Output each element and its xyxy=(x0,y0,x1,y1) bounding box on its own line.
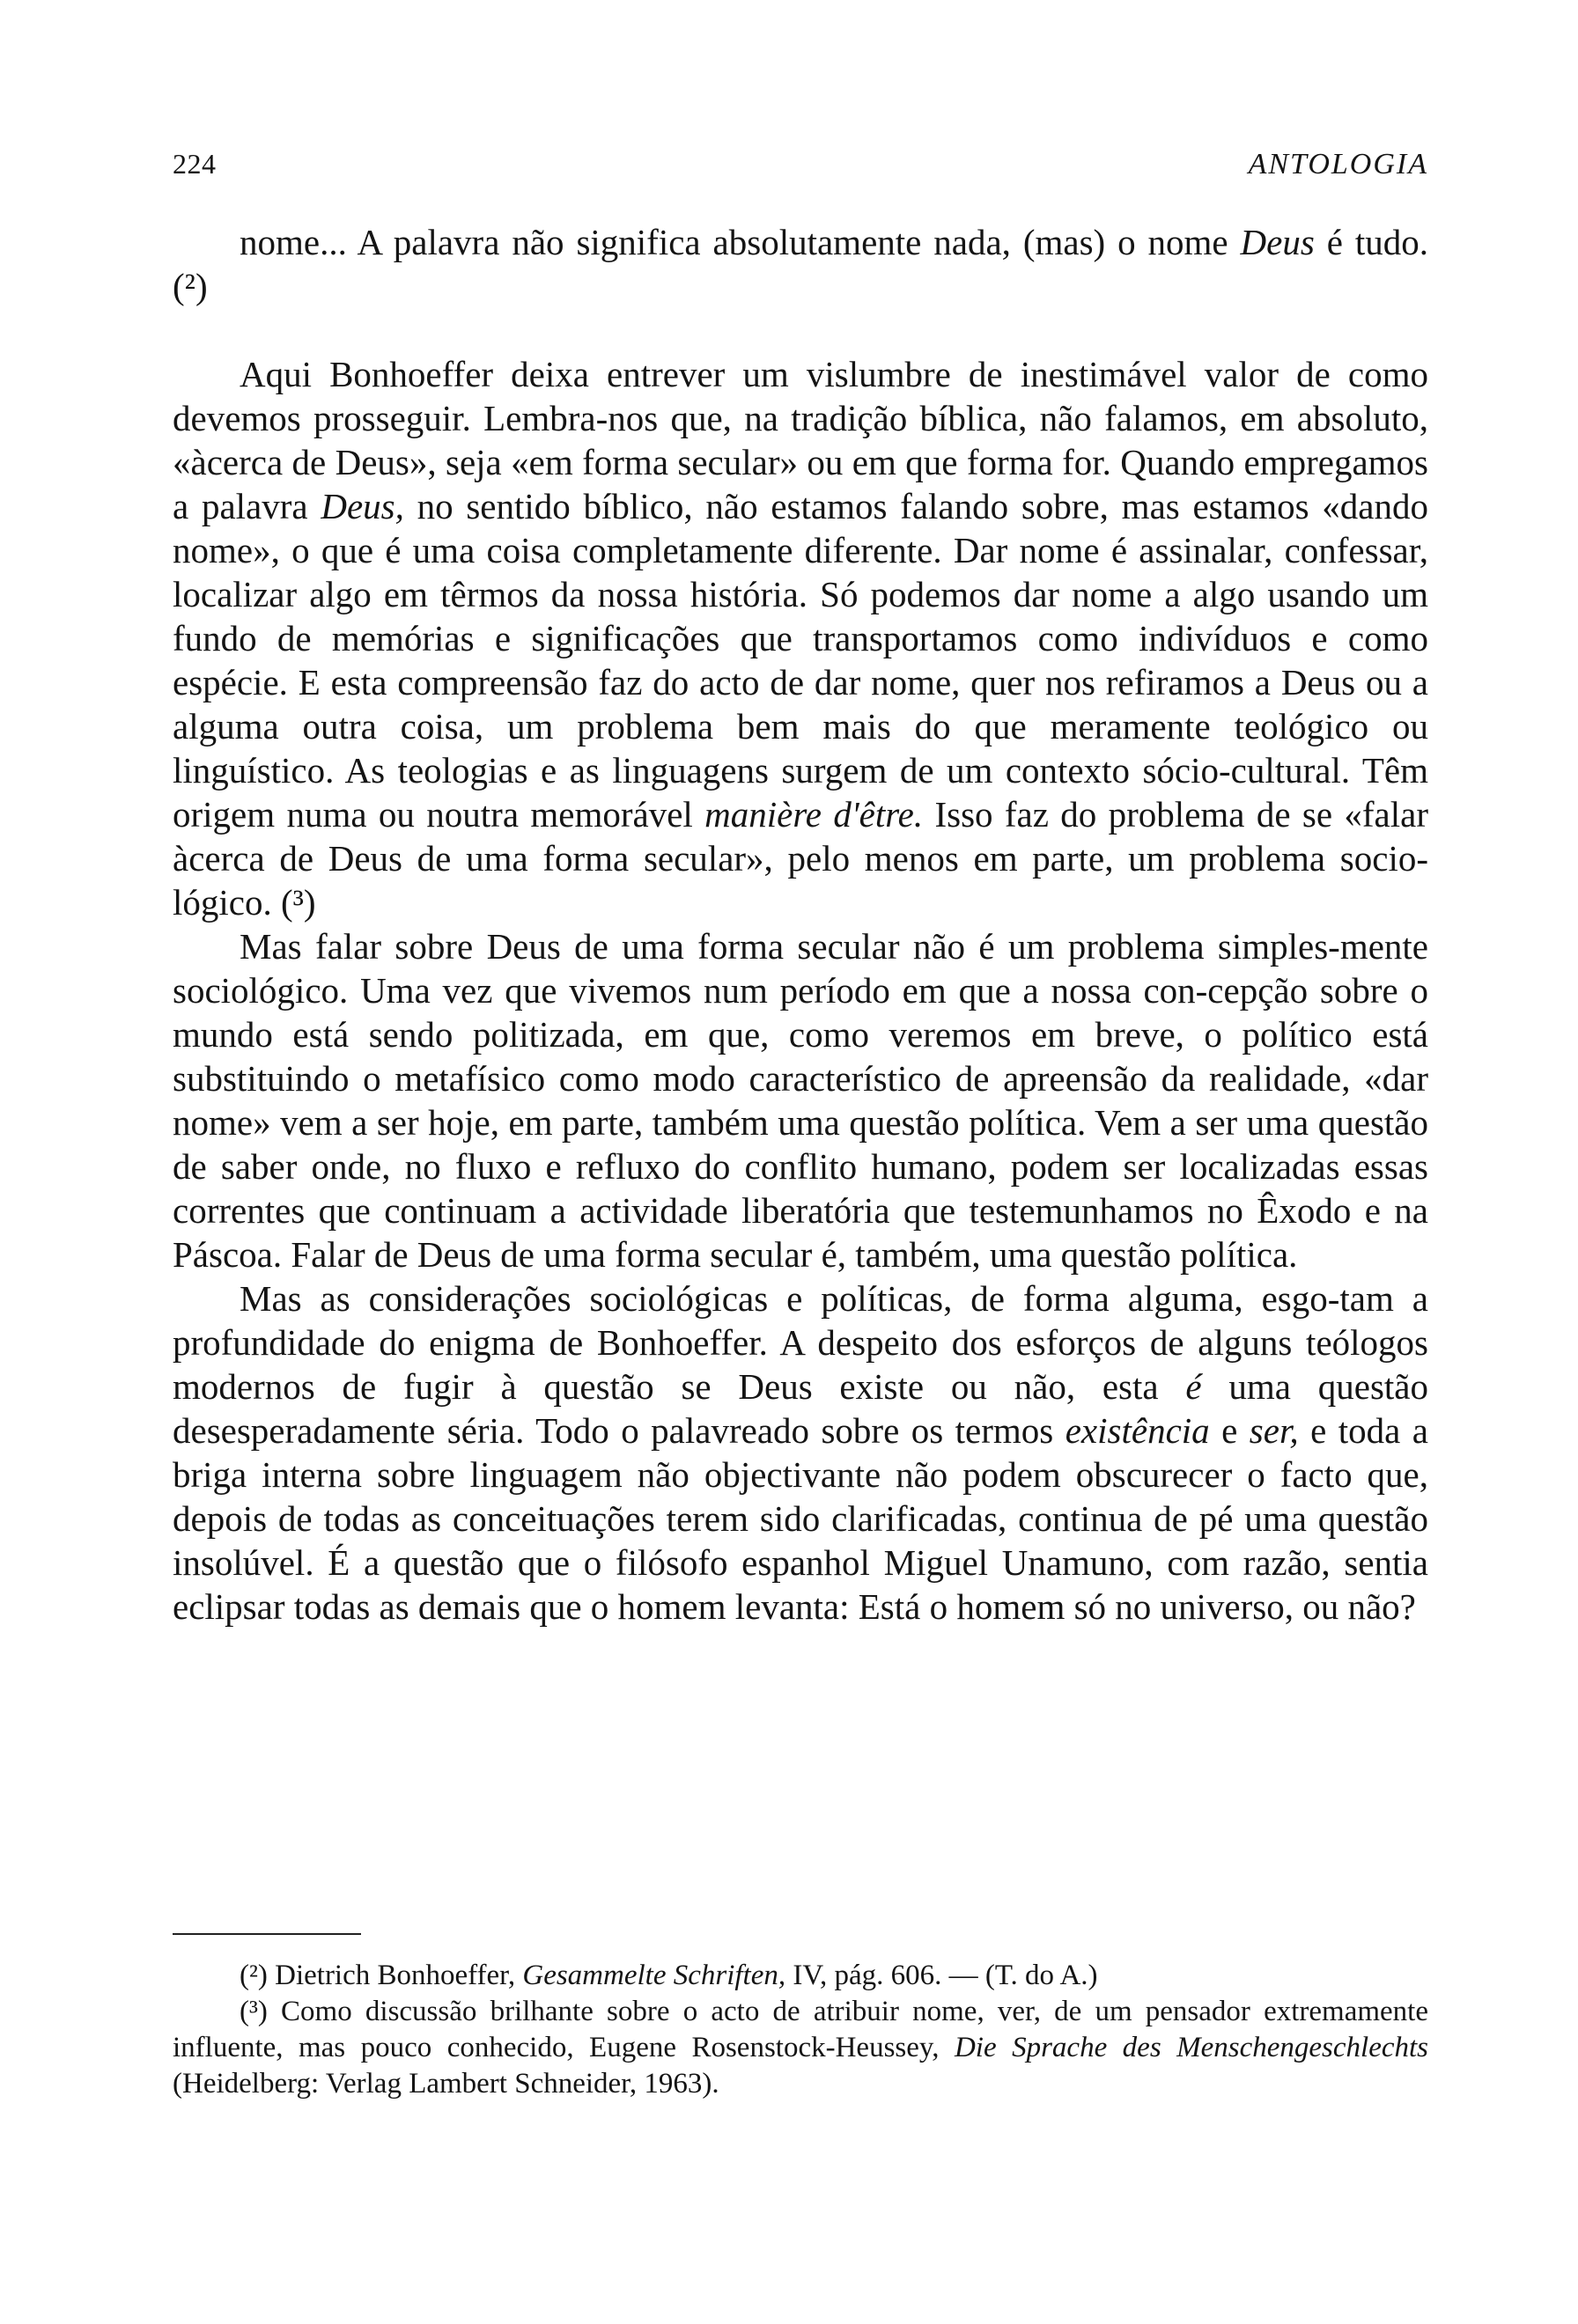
running-head: ANTOLOGIA xyxy=(1248,148,1428,180)
footnote-divider xyxy=(173,1933,361,1935)
body-text xyxy=(173,220,1428,1629)
text-run: Isso faz do problema de se «falar àcerca de Deus de uma forma secular», pelo menos em parte, um problema socio-lógico. (³) xyxy=(173,794,1428,923)
italic-run: Gesammelte Schriften, xyxy=(522,1960,786,1991)
text-run: (³) Como discussão brilhante sobre o acto de atribuir nome, ver, de um pensador extremamente influente, mas pouco conhecido, Eugene Rosenstock-Heussey, xyxy=(173,1996,1428,2063)
italic-run: ser, xyxy=(1249,1410,1299,1451)
text-run: IV, pág. 606. — (T. do A.) xyxy=(785,1960,1098,1991)
text-run: (²) Dietrich Bonhoeffer, xyxy=(240,1960,523,1991)
footnotes xyxy=(173,1958,1428,2102)
italic-run: Deus xyxy=(1240,222,1315,262)
paragraph-3: Mas falar sobre Deus de uma forma secular não é um problema simples-mente sociológico. Uma vez que vivemos num período em que a nossa con-cepção sobre o mundo está sendo politizada, em que, como veremos em breve, o político está substituindo o metafísico como modo característico de apreensão da realidade, «dar nome» vem a ser hoje, em parte, também uma questão política. Vem a ser uma questão de saber onde, no fluxo e refluxo do conflito humano, podem ser localizadas essas correntes que continuam a actividade liberatória que testemunhamos no Êxodo e na Páscoa. Falar de Deus de uma forma secular é, também, uma questão política. xyxy=(173,926,1428,1275)
text-run: e toda a briga interna sobre linguagem não objectivante não podem obscurecer o facto que, depois de todas as conceituações terem sido clarificadas, continua de pé uma questão insolúvel. É a questão que o filósofo espanhol Miguel Unamuno, com razão, sentia eclipsar todas as demais que o homem levanta: Está o homem só no universo, ou não? xyxy=(173,1410,1429,1627)
italic-run: Die Sprache des Menschengeschlechts xyxy=(954,2032,1428,2063)
paragraph-2 xyxy=(173,352,1428,924)
footnote-2 xyxy=(173,1958,1428,1994)
text-run: Mas as considerações sociológicas e políticas, de forma alguma, esgo-tam a profundidade do enigma de Bonhoeffer. A despeito dos esforços de alguns teólogos modernos de fugir à questão se Deus existe ou não, esta xyxy=(173,1278,1428,1407)
text-run: é tudo. (²) xyxy=(173,222,1428,306)
footnote-3 xyxy=(173,1994,1428,2102)
italic-run: manière d'être. xyxy=(704,794,924,835)
text-run: Aqui Bonhoeffer deixa entrever um vislumbre de inestimável valor de como devemos prosseguir. Lembra-nos que, na tradição bíblica, não falamos, em absoluto, «àcerca de Deus», seja «em forma secular» ou em que forma for. Quando empregamos a palavra xyxy=(173,354,1428,526)
text-run: (Heidelberg: Verlag Lambert Schneider, 1963). xyxy=(173,2068,719,2100)
page-number: 224 xyxy=(173,148,217,180)
text-run: e xyxy=(1209,1410,1250,1451)
text-run: no sentido bíblico, não estamos falando sobre, mas estamos «dando nome», o que é uma coisa completamente diferente. Dar nome é assinalar, confessar, localizar algo em têrmos da nossa história. Só podemos dar nome a algo usando um fundo de memórias e significações que transportamos como indivíduos e como espécie. E esta compreensão faz do acto de dar nome, quer nos refiramos a Deus ou a alguma outra coisa, um problema bem mais do que meramente teológico ou linguístico. As teologias e as linguagens surgem de um contexto sócio-cultural. Têm origem numa ou noutra memorável xyxy=(173,486,1429,835)
paragraph-1 xyxy=(173,220,1428,308)
text-run: uma questão desesperadamente séria. Todo o palavreado sobre os termos xyxy=(173,1366,1428,1451)
text-run: nome... A palavra não significa absolutamente nada, (mas) o nome xyxy=(240,222,1241,262)
italic-run: existência xyxy=(1065,1410,1210,1451)
italic-run: Deus, xyxy=(321,486,404,526)
paragraph-4 xyxy=(173,1276,1428,1629)
italic-run: é xyxy=(1185,1366,1202,1407)
